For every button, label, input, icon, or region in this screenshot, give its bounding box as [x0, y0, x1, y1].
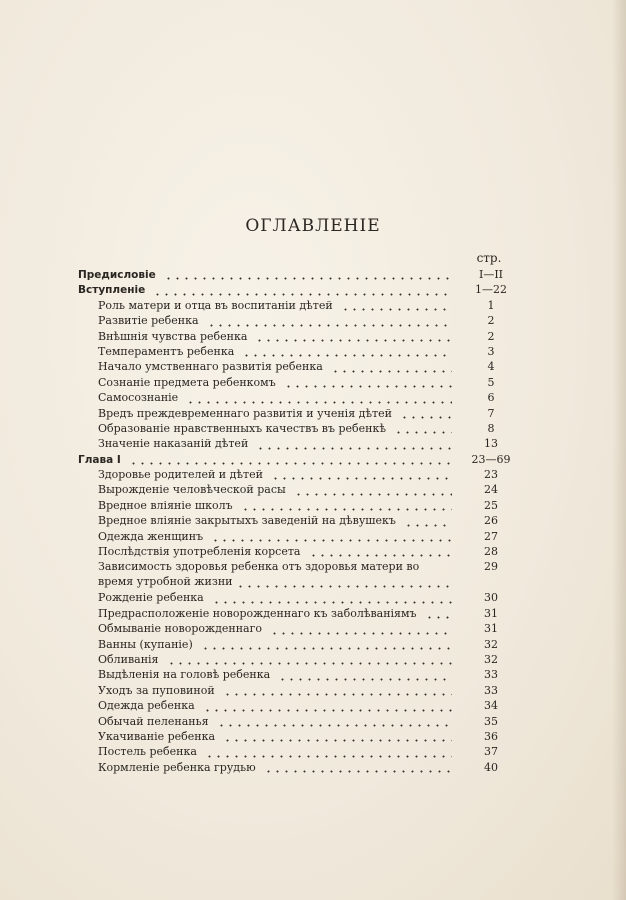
toc-page-number: 33: [484, 668, 498, 682]
toc-page-number: 5: [487, 375, 495, 389]
toc-page-number: I—II: [478, 268, 504, 281]
dot-leader: [278, 678, 452, 681]
dot-leader: [212, 601, 452, 604]
toc-page-number: 34: [484, 699, 498, 713]
toc-page-number: 40: [484, 760, 498, 774]
toc-entry: [78, 513, 522, 528]
dot-leader: [331, 370, 452, 373]
toc-entry-title: Образованіе нравственныхъ качествъ въ ребенкѣ: [98, 421, 387, 435]
toc-entry: [78, 467, 522, 482]
toc-entry: [78, 313, 522, 328]
toc-entry-title: Значеніе наказаній дѣтей: [98, 437, 249, 451]
toc-entry-title: Ванны (купаніе): [98, 637, 193, 651]
toc-entry-title: Укачиваніе ребенка: [98, 729, 216, 743]
toc-page-number: 6: [487, 391, 495, 405]
dot-leader: [294, 493, 452, 496]
toc-entry-title: Одежда женщинъ: [98, 529, 204, 543]
dot-leader: [255, 339, 452, 342]
dot-leader: [270, 632, 452, 635]
page-title: ОГЛАВЛЕНІЕ: [245, 216, 381, 236]
dot-leader: [207, 324, 452, 327]
toc-entry: [78, 529, 522, 544]
toc-entry: [78, 344, 522, 359]
toc-page-number: 33: [484, 683, 498, 697]
toc-entry-title: Вредное вліяніе закрытыхъ заведеній на дѣвушекъ: [98, 514, 396, 528]
toc-page-number: 31: [484, 622, 498, 636]
dot-leader: [241, 508, 452, 511]
toc-page-number: 37: [484, 745, 498, 759]
toc-entry: [78, 621, 522, 636]
toc-entry: [78, 390, 522, 405]
toc-entry: [78, 698, 522, 713]
toc-entry: [78, 729, 522, 744]
toc-page-number: 24: [484, 483, 498, 497]
toc-entry-title: Вступленіе: [78, 284, 146, 297]
toc-entry-title: Темпераментъ ребенка: [98, 344, 235, 358]
toc-entry-title: Зависимость здоровья ребенка отъ здоровья матери во время утробной жизни: [98, 560, 420, 589]
dot-leader: [153, 293, 452, 296]
toc-entry: [78, 637, 522, 652]
toc-entry-title: Вредное вліяніе школъ: [98, 498, 233, 512]
toc-entry: [78, 298, 522, 313]
toc-entry: [78, 714, 522, 729]
toc-entry: [78, 482, 522, 497]
toc-page-number: 2: [487, 329, 495, 343]
toc-page-number: 1: [487, 298, 495, 312]
toc-entry-title: Начало умственнаго развитія ребенка: [98, 360, 323, 374]
toc-page-number: 36: [484, 729, 498, 743]
dot-leader: [309, 554, 453, 557]
dot-leader: [217, 724, 452, 727]
toc-page-number: 23: [484, 468, 498, 482]
toc-entry-title: Вредъ преждевременнаго развитія и ученія дѣтей: [98, 406, 392, 420]
toc-section-entry: [78, 282, 522, 297]
toc-entry-title: Роль матери и отца въ воспитаніи дѣтей: [98, 298, 333, 312]
toc-entry: [78, 590, 522, 605]
toc-entry: [78, 744, 522, 759]
toc-entry-title: Выдѣленія на головѣ ребенка: [98, 668, 271, 682]
toc-section-entry: [78, 267, 522, 282]
dot-leader: [394, 431, 452, 434]
toc-entry-title: Кормленіе ребенка грудью: [98, 760, 256, 774]
toc-page-number: 28: [484, 545, 498, 559]
toc-entry-title: Вырожденіе человѣческой расы: [98, 483, 286, 497]
toc-entry: [78, 652, 522, 667]
toc-entry: [78, 498, 522, 513]
toc-entry-title: Самосознаніе: [98, 391, 179, 405]
dot-leader: [205, 755, 452, 758]
toc-page-number: 7: [487, 406, 495, 420]
toc-entry-title: Здоровье родителей и дѣтей: [98, 468, 263, 482]
toc-entry: [78, 421, 522, 436]
dot-leader: [201, 647, 452, 650]
dot-leader: [211, 539, 452, 542]
toc-entry-title: Одежда ребенка: [98, 699, 195, 713]
toc-page-number: 32: [484, 637, 498, 651]
toc-entry: [78, 329, 522, 344]
toc-page-number: 26: [484, 514, 498, 528]
toc-entry: [78, 406, 522, 421]
dot-leader: [425, 616, 452, 619]
toc-entry: [78, 436, 522, 451]
dot-leader: [223, 739, 452, 742]
toc-page-number: 13: [484, 437, 498, 451]
toc-entry-title: Обычай пеленанья: [98, 714, 209, 728]
toc-page-number: 23—69: [471, 452, 511, 466]
toc-page-number: 31: [484, 606, 498, 620]
table-of-contents: [78, 267, 522, 775]
toc-entry-title: Уходъ за пуповиной: [98, 683, 215, 697]
toc-entry-title: Глава I: [78, 453, 121, 466]
toc-entry: [78, 683, 522, 698]
toc-page-number: 29: [484, 560, 498, 574]
toc-entry: [78, 667, 522, 682]
toc-page-number: 4: [487, 360, 495, 374]
page-column-header: стр.: [476, 251, 502, 265]
dot-leader: [256, 447, 452, 450]
toc-entry-title: Рожденіе ребенка: [98, 591, 204, 605]
toc-entry: [78, 760, 522, 775]
dot-leader: [164, 277, 452, 280]
dot-leader: [129, 462, 452, 465]
page-edge-shadow: [612, 0, 626, 900]
toc-entry: [78, 375, 522, 390]
toc-entry-title: Предисловіе: [78, 269, 156, 281]
dot-leader: [400, 416, 452, 419]
toc-entry: [78, 544, 522, 559]
toc-entry-title: Обливанія: [98, 652, 159, 666]
toc-page-number: 35: [484, 714, 498, 728]
toc-entry-title: Внѣшнія чувства ребенка: [98, 329, 248, 343]
toc-page-number: 25: [484, 498, 498, 512]
dot-leader: [203, 709, 452, 712]
toc-page-number: 2: [487, 314, 495, 328]
dot-leader: [341, 308, 452, 311]
toc-entry-title: Предрасположеніе новорожденнаго къ заболѣваніямъ: [98, 606, 417, 620]
toc-entry-title: Развитіе ребенка: [98, 314, 199, 328]
dot-leader: [167, 662, 453, 665]
toc-entry: [78, 359, 522, 374]
toc-section-entry: [78, 452, 522, 467]
dot-leader: [186, 401, 452, 404]
toc-page-number: 8: [487, 421, 495, 435]
toc-entry-title: Обмываніе новорожденнаго: [98, 622, 263, 636]
toc-entry: [78, 559, 522, 590]
toc-page-number: 1—22: [475, 283, 507, 297]
dot-leader: [223, 693, 452, 696]
toc-entry-title: Послѣдствія употребленія корсета: [98, 545, 301, 559]
dot-leader: [284, 385, 452, 388]
toc-page-number: 27: [484, 529, 498, 543]
dot-leader: [264, 770, 452, 773]
toc-page-number: 3: [487, 344, 495, 358]
toc-page-number: 30: [484, 591, 498, 605]
dot-leader: [404, 524, 452, 527]
dot-leader: [271, 477, 452, 480]
dot-leader: [242, 354, 452, 357]
toc-page-number: 32: [484, 652, 498, 666]
toc-entry-title: Постель ребенка: [98, 745, 197, 759]
toc-entry-title: Сознаніе предмета ребенкомъ: [98, 375, 276, 389]
toc-entry: [78, 606, 522, 621]
